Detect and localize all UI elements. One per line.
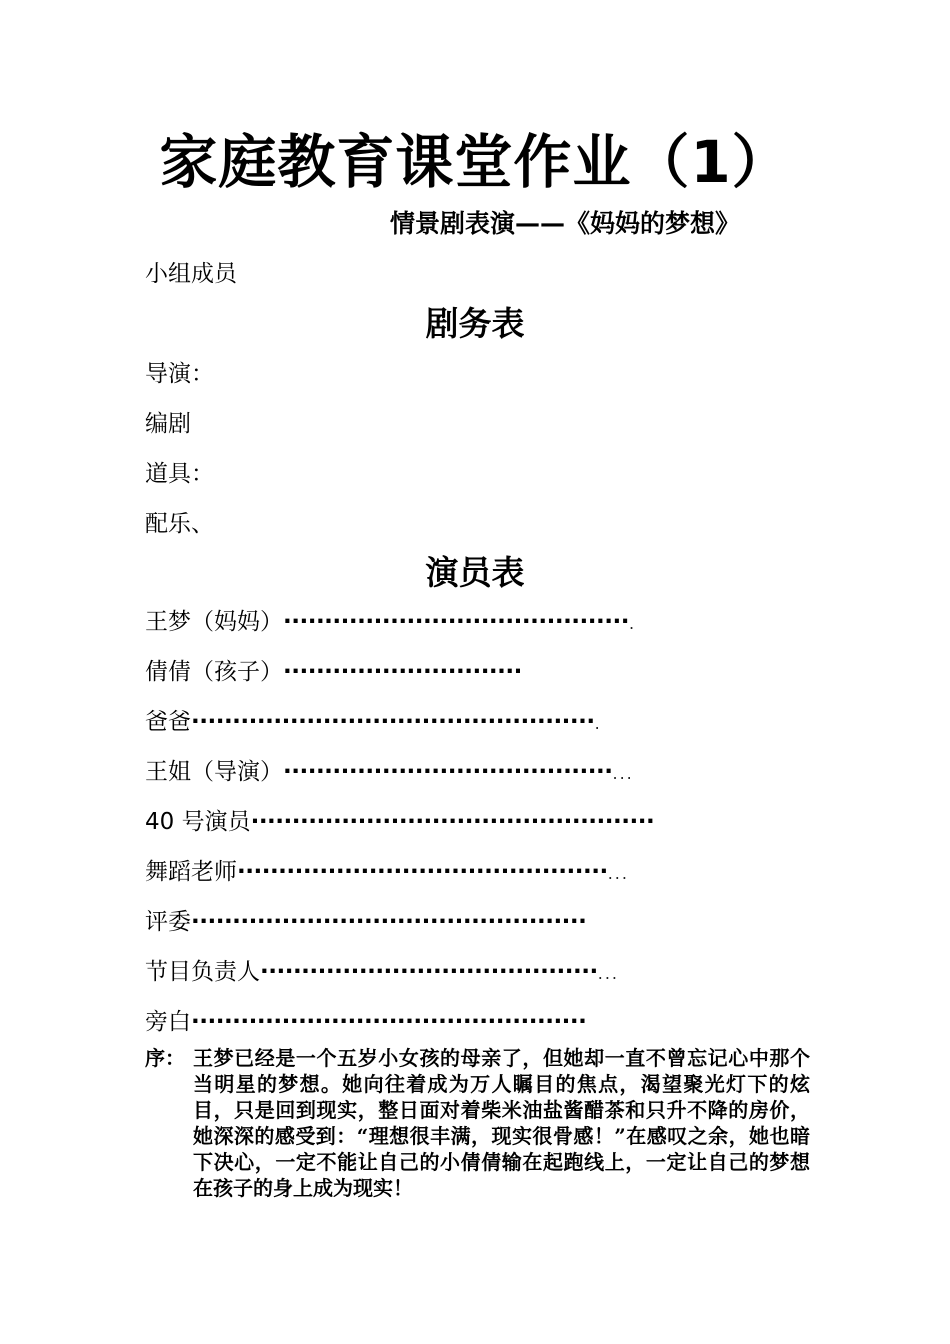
cast-role: 爸爸 (145, 709, 191, 735)
cast-row (145, 806, 654, 838)
cast-row (145, 656, 522, 688)
preface-text: 王梦已经是一个五岁小女孩的母亲了，但她却一直不曾忘记心中那个当明星的梦想。她向往着成为万人瞩目的焦点，渴望聚光灯下的炫目，只是回到现实，整日面对着柴米油盐酱醋茶和只升不降的房价，她深深的感受到：“理想很丰满，现实很骨感！”在感叹之余，她也暗下决心，一定不能让自己的小倩倩输在起跑线上，一定让自己的梦想在孩子的身上成为现实！ (193, 1046, 810, 1200)
cast-leader-tail: . (628, 614, 637, 633)
cast-row (145, 756, 634, 788)
cast-row (145, 1006, 586, 1038)
cast-leader-tail: . (594, 714, 602, 733)
cast-row (145, 956, 619, 988)
cast-leader-dots: ················································ (191, 909, 587, 935)
cast-role: 40 号演员 (145, 809, 251, 835)
cast-role: 王姐（导演） (145, 759, 283, 785)
cast-row (145, 706, 602, 738)
cast-leader-dots: ················································· (191, 709, 595, 735)
crew-item-music: 配乐、 (145, 511, 214, 537)
cast-row (145, 856, 629, 888)
cast-role: 倩倩（孩子） (145, 659, 283, 685)
crew-item-director: 导演： (145, 361, 214, 387)
preface-label: 序： (145, 1046, 185, 1070)
preface-paragraph (145, 1045, 810, 1201)
cast-leader-dots: ········································ (283, 759, 613, 785)
cast-leader-dots: ········································· (260, 959, 598, 985)
cast-row (145, 606, 636, 638)
cast-leader-tail: ... (607, 864, 629, 883)
cast-leader-dots: ················································· (250, 809, 655, 835)
cast-role: 节目负责人 (145, 959, 260, 985)
cast-leader-dots: ·········································· (283, 609, 629, 635)
crew-item-props: 道具： (145, 461, 214, 487)
cast-role: 旁白 (145, 1009, 191, 1035)
crew-heading: 剧务表 (425, 304, 525, 343)
page-subtitle: 情景剧表演——《妈妈的梦想》 (390, 209, 741, 238)
group-members-label: 小组成员 (145, 261, 237, 287)
page-title: 家庭教育课堂作业（1） (159, 128, 791, 196)
cast-heading: 演员表 (425, 553, 525, 592)
cast-leader-tail: ... (612, 764, 634, 783)
cast-leader-dots: ············································· (237, 859, 608, 885)
cast-leader-tail: ... (597, 964, 619, 983)
crew-item-writer: 编剧 (145, 411, 191, 437)
cast-role: 评委 (145, 909, 191, 935)
cast-leader-dots: ················································ (191, 1009, 587, 1035)
cast-row (145, 906, 586, 938)
cast-role: 王梦（妈妈） (145, 609, 283, 635)
cast-role: 舞蹈老师 (145, 859, 237, 885)
cast-leader-dots: ····························· (283, 659, 522, 685)
